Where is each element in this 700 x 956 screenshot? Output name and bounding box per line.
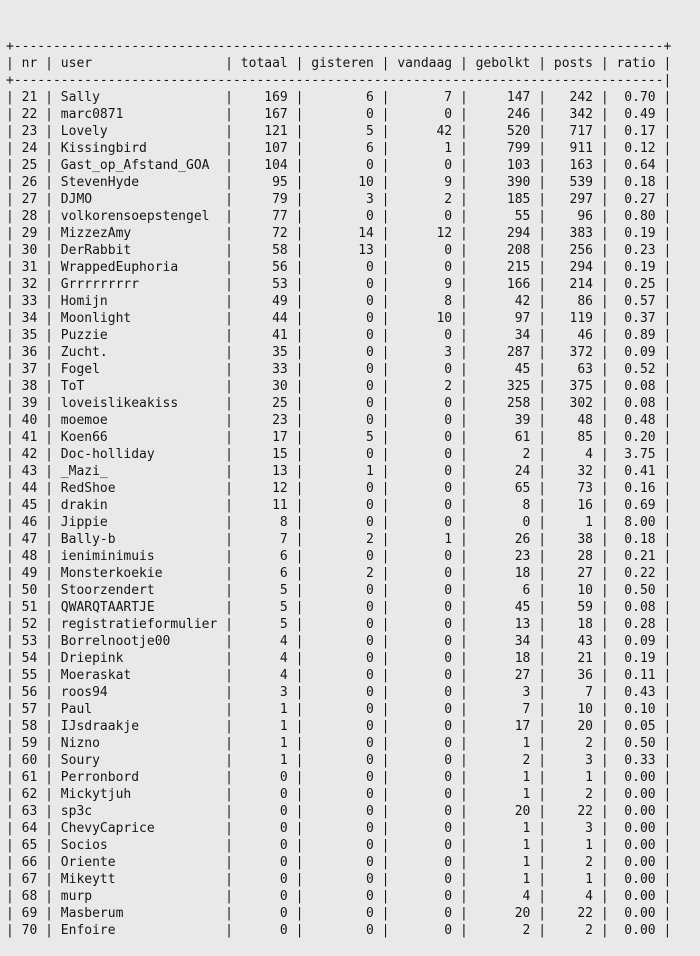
- table-row: | 25 | Gast_op_Afstand_GOA | 104 | 0 | 0 | 103 | 163 | 0.64 |: [6, 158, 672, 173]
- table-row: | 55 | Moeraskat | 4 | 0 | 0 | 27 | 36 | 0.11 |: [6, 668, 672, 683]
- table-row: | 48 | ieniminimuis | 6 | 0 | 0 | 23 | 28 | 0.21 |: [6, 549, 672, 564]
- table-row: | 30 | DerRabbit | 58 | 13 | 0 | 208 | 256 | 0.23 |: [6, 243, 672, 258]
- table-row: | 33 | Homijn | 49 | 0 | 8 | 42 | 86 | 0.57 |: [6, 294, 672, 309]
- table-row: | 52 | registratieformulier | 5 | 0 | 0 | 13 | 18 | 0.28 |: [6, 617, 672, 632]
- table-row: | 59 | Nizno | 1 | 0 | 0 | 1 | 2 | 0.50 |: [6, 736, 672, 751]
- table-row: | 26 | StevenHyde | 95 | 10 | 9 | 390 | 539 | 0.18 |: [6, 175, 672, 190]
- table-row: | 40 | moemoe | 23 | 0 | 0 | 39 | 48 | 0.48 |: [6, 413, 672, 428]
- table-row: | 54 | Driepink | 4 | 0 | 0 | 18 | 21 | 0.19 |: [6, 651, 672, 666]
- table-row: | 38 | ToT | 30 | 0 | 2 | 325 | 375 | 0.08 |: [6, 379, 672, 394]
- table-row: | 56 | roos94 | 3 | 0 | 0 | 3 | 7 | 0.43 |: [6, 685, 672, 700]
- table-row: | 41 | Koen66 | 17 | 5 | 0 | 61 | 85 | 0.20 |: [6, 430, 672, 445]
- table-row: | 44 | RedShoe | 12 | 0 | 0 | 65 | 73 | 0.16 |: [6, 481, 672, 496]
- table-row: | 42 | Doc-holliday | 15 | 0 | 0 | 2 | 4 | 3.75 |: [6, 447, 672, 462]
- stats-table: [6, 38, 700, 939]
- table-row: | 27 | DJMO | 79 | 3 | 2 | 185 | 297 | 0.27 |: [6, 192, 672, 207]
- table-row: | 64 | ChevyCaprice | 0 | 0 | 0 | 1 | 3 | 0.00 |: [6, 821, 672, 836]
- table-row: | 32 | Grrrrrrrrr | 53 | 0 | 9 | 166 | 214 | 0.25 |: [6, 277, 672, 292]
- table-row: | 21 | Sally | 169 | 6 | 7 | 147 | 242 | 0.70 |: [6, 90, 672, 105]
- table-row: | 24 | Kissingbird | 107 | 6 | 1 | 799 | 911 | 0.12 |: [6, 141, 672, 156]
- table-row: | 58 | IJsdraakje | 1 | 0 | 0 | 17 | 20 | 0.05 |: [6, 719, 672, 734]
- table-row: | 50 | Stoorzendert | 5 | 0 | 0 | 6 | 10 | 0.50 |: [6, 583, 672, 598]
- table-row: | 47 | Bally-b | 7 | 2 | 1 | 26 | 38 | 0.18 |: [6, 532, 672, 547]
- table-header-row: | nr | user | totaal | gisteren | vandaag | gebolkt | posts | ratio |: [6, 56, 672, 71]
- table-row: | 63 | sp3c | 0 | 0 | 0 | 20 | 22 | 0.00 |: [6, 804, 672, 819]
- table-row: | 61 | Perronbord | 0 | 0 | 0 | 1 | 1 | 0.00 |: [6, 770, 672, 785]
- table-header-separator: +-----------------------------------------------------------------------------------|: [6, 73, 672, 88]
- table-row: | 37 | Fogel | 33 | 0 | 0 | 45 | 63 | 0.52 |: [6, 362, 672, 377]
- table-row: | 67 | Mikeytt | 0 | 0 | 0 | 1 | 1 | 0.00 |: [6, 872, 672, 887]
- table-row: | 23 | Lovely | 121 | 5 | 42 | 520 | 717 | 0.17 |: [6, 124, 672, 139]
- table-row: | 31 | WrappedEuphoria | 56 | 0 | 0 | 215 | 294 | 0.19 |: [6, 260, 672, 275]
- table-row: | 45 | drakin | 11 | 0 | 0 | 8 | 16 | 0.69 |: [6, 498, 672, 513]
- table-row: | 36 | Zucht. | 35 | 0 | 3 | 287 | 372 | 0.09 |: [6, 345, 672, 360]
- table-row: | 28 | volkorensoepstengel | 77 | 0 | 0 | 55 | 96 | 0.80 |: [6, 209, 672, 224]
- table-row: | 43 | _Mazi_ | 13 | 1 | 0 | 24 | 32 | 0.41 |: [6, 464, 672, 479]
- table-row: | 69 | Masberum | 0 | 0 | 0 | 20 | 22 | 0.00 |: [6, 906, 672, 921]
- table-row: | 22 | marc0871 | 167 | 0 | 0 | 246 | 342 | 0.49 |: [6, 107, 672, 122]
- table-row: | 70 | Enfoire | 0 | 0 | 0 | 2 | 2 | 0.00 |: [6, 923, 672, 938]
- table-row: | 49 | Monsterkoekie | 6 | 2 | 0 | 18 | 27 | 0.22 |: [6, 566, 672, 581]
- table-row: | 68 | murp | 0 | 0 | 0 | 4 | 4 | 0.00 |: [6, 889, 672, 904]
- table-row: | 35 | Puzzie | 41 | 0 | 0 | 34 | 46 | 0.89 |: [6, 328, 672, 343]
- table-row: | 29 | MizzezAmy | 72 | 14 | 12 | 294 | 383 | 0.19 |: [6, 226, 672, 241]
- table-row: | 66 | Oriente | 0 | 0 | 0 | 1 | 2 | 0.00 |: [6, 855, 672, 870]
- table-row: | 57 | Paul | 1 | 0 | 0 | 7 | 10 | 0.10 |: [6, 702, 672, 717]
- table-row: | 51 | QWARQTAARTJE | 5 | 0 | 0 | 45 | 59 | 0.08 |: [6, 600, 672, 615]
- table-row: | 65 | Socios | 0 | 0 | 0 | 1 | 1 | 0.00 |: [6, 838, 672, 853]
- table-row: | 39 | loveislikeakiss | 25 | 0 | 0 | 258 | 302 | 0.08 |: [6, 396, 672, 411]
- table-row: | 34 | Moonlight | 44 | 0 | 10 | 97 | 119 | 0.37 |: [6, 311, 672, 326]
- table-row: | 60 | Soury | 1 | 0 | 0 | 2 | 3 | 0.33 |: [6, 753, 672, 768]
- table-row: | 46 | Jippie | 8 | 0 | 0 | 0 | 1 | 8.00 |: [6, 515, 672, 530]
- table-row: | 53 | Borrelnootje00 | 4 | 0 | 0 | 34 | 43 | 0.09 |: [6, 634, 672, 649]
- table-row: | 62 | Mickytjuh | 0 | 0 | 0 | 1 | 2 | 0.00 |: [6, 787, 672, 802]
- table-border-top: +-----------------------------------------------------------------------------------+: [6, 39, 672, 54]
